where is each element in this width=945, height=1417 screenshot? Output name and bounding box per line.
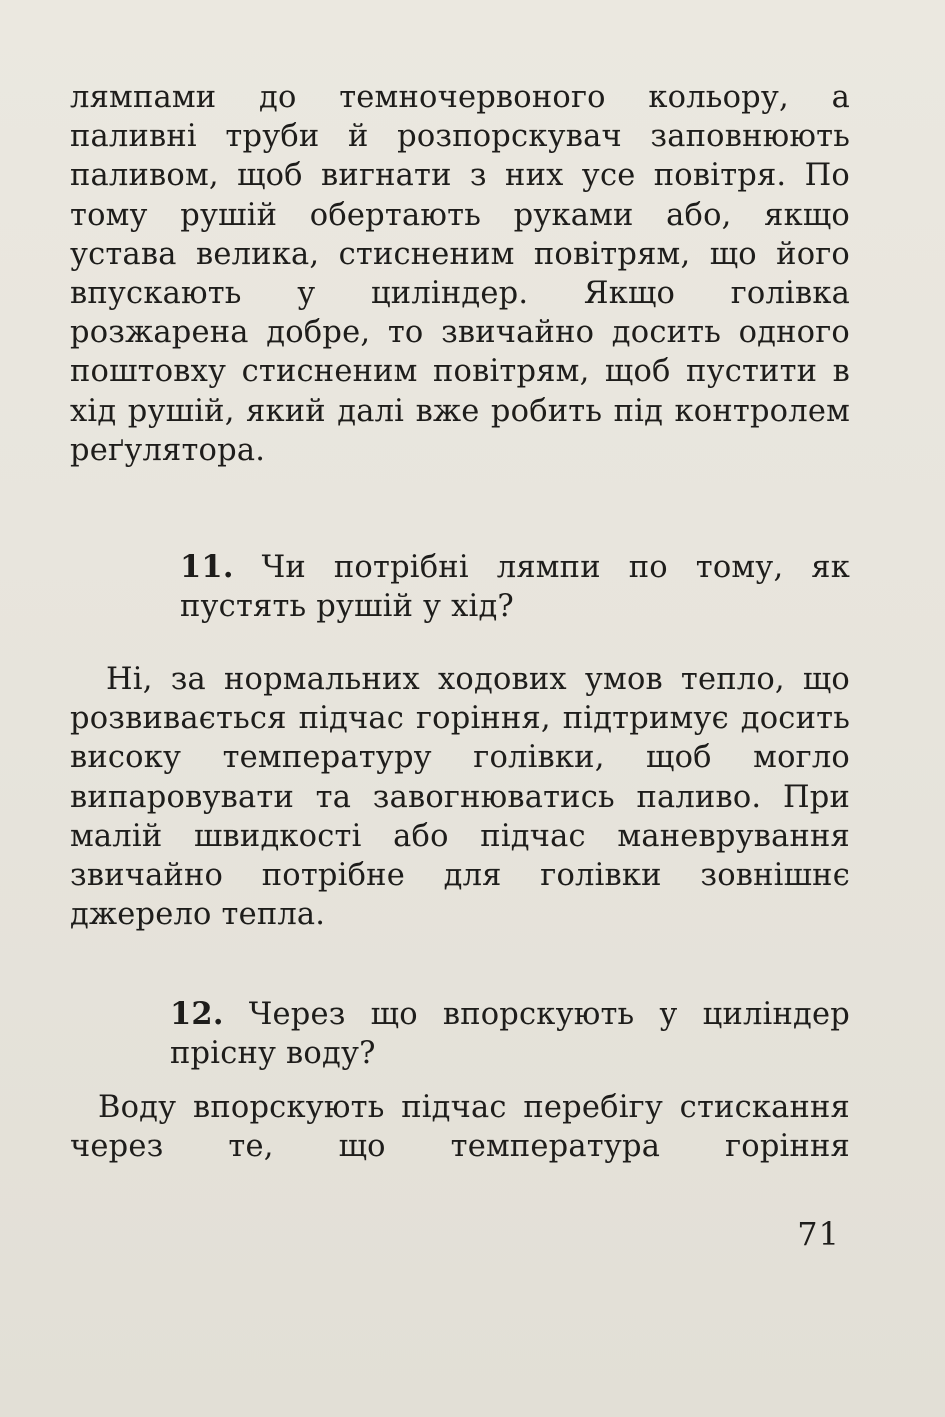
question-11-number: 11.: [180, 549, 234, 585]
answer-11-text: Ні, за нормальних ходових умов тепло, що розвивається підчас горіння, підтримує досить високу температуру голівки, щоб могло випаровувати та завогнюватись паливо. При малій швидкості або підчас маневрування звичайно потрібне для голівки зовнішнє джерело тепла.: [70, 662, 850, 933]
question-11-text: Чи потрібні лямпи по тому, як пустять рушій у хід?: [180, 550, 850, 625]
answer-12-text: Воду впорскують підчас перебігу стискання через те, що температура горіння: [70, 1090, 850, 1165]
question-12-number: 12.: [170, 996, 224, 1032]
question-12-text: Через що впорскують у циліндер прісну воду?: [170, 997, 850, 1072]
page-number: 71: [797, 1215, 840, 1253]
question-11: [180, 548, 850, 626]
answer-11: [70, 660, 850, 934]
answer-12: [70, 1088, 850, 1166]
question-12: [170, 995, 850, 1073]
paragraph-continuation: лямпами до темночервоного кольору, а паливні труби й розпорскувач заповнюють паливом, щоб вигнати з них усе повітря. По тому рушій обертають руками або, якщо устава велика, стисненим повітрям, що його впускають у циліндер. Якщо голівка розжарена добре, то звичайно досить одного поштовху стисненим повітрям, щоб пустити в хід рушій, який далі вже робить під контролем реґулятора.: [70, 80, 850, 468]
